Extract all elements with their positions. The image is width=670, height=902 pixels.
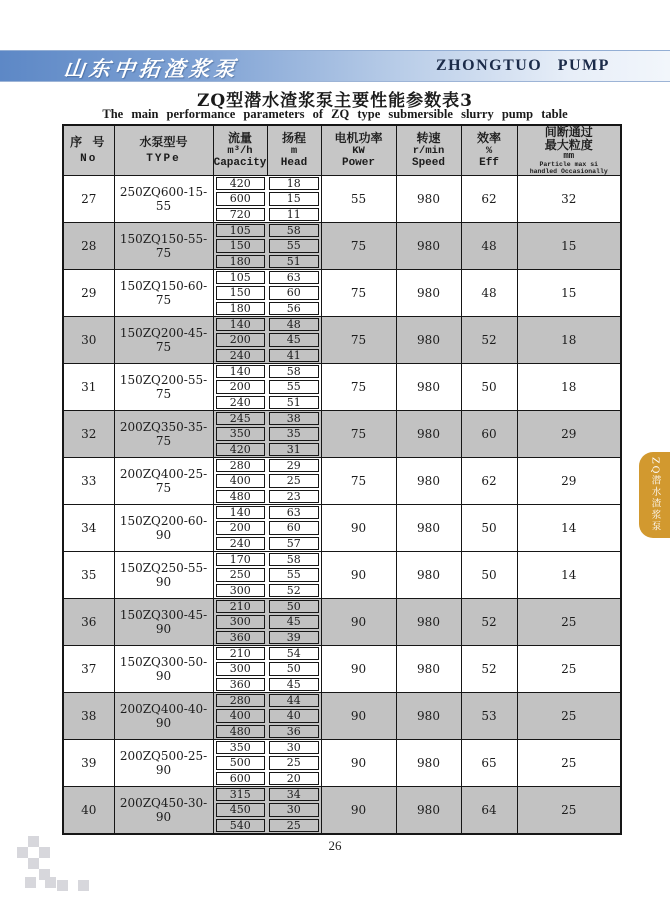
particle-size-cell: 15 xyxy=(517,270,621,317)
head-value: 29 xyxy=(269,459,319,472)
capacity-value: 280 xyxy=(216,459,266,472)
capacity-head-cell xyxy=(213,599,321,646)
capacity-value: 315 xyxy=(216,788,266,801)
efficiency-cell: 50 xyxy=(461,364,517,411)
head-value: 15 xyxy=(269,192,319,205)
company-logo-text: 山东中拓渣浆泵 xyxy=(62,56,241,81)
capacity-value: 420 xyxy=(216,177,266,190)
capacity-head-cell xyxy=(213,317,321,364)
particle-size-cell: 14 xyxy=(517,505,621,552)
capacity-head-cell xyxy=(213,223,321,270)
checker-decoration xyxy=(45,877,56,888)
speed-cell: 980 xyxy=(396,646,461,693)
capacity-value: 400 xyxy=(216,474,266,487)
head-value: 48 xyxy=(269,318,319,331)
capacity-value: 140 xyxy=(216,318,266,331)
power-cell: 75 xyxy=(321,411,396,458)
capacity-value: 170 xyxy=(216,553,266,566)
row-number-cell: 27 xyxy=(63,176,114,223)
speed-cell: 980 xyxy=(396,364,461,411)
page-subtitle: The main performance parameters of ZQ type submersible slurry pump table xyxy=(102,107,568,121)
efficiency-cell: 50 xyxy=(461,552,517,599)
capacity-head-cell xyxy=(213,411,321,458)
efficiency-cell: 52 xyxy=(461,599,517,646)
capacity-head-cell xyxy=(213,176,321,223)
head-value: 58 xyxy=(269,553,319,566)
column-header-speed: 转速 r/min Speed xyxy=(396,125,461,176)
capacity-value: 240 xyxy=(216,396,266,409)
speed-cell: 980 xyxy=(396,317,461,364)
capacity-value: 200 xyxy=(216,333,266,346)
table-row xyxy=(63,223,621,270)
capacity-head-grid xyxy=(214,176,321,222)
row-number-cell: 30 xyxy=(63,317,114,364)
capacity-value: 210 xyxy=(216,600,266,613)
column-header-capacity: 流量 m³/h Capacity xyxy=(213,125,267,176)
capacity-value: 480 xyxy=(216,490,266,503)
efficiency-cell: 65 xyxy=(461,740,517,787)
head-value: 31 xyxy=(269,443,319,456)
column-header-head: 扬程 m Head xyxy=(267,125,321,176)
checker-decoration xyxy=(17,847,28,858)
efficiency-cell: 53 xyxy=(461,693,517,740)
capacity-value: 280 xyxy=(216,694,266,707)
capacity-head-cell xyxy=(213,740,321,787)
pump-type-cell: 150ZQ250-55-90 xyxy=(114,552,213,599)
capacity-value: 210 xyxy=(216,647,266,660)
pump-type-cell: 150ZQ300-50-90 xyxy=(114,646,213,693)
row-number-cell: 29 xyxy=(63,270,114,317)
efficiency-cell: 52 xyxy=(461,317,517,364)
row-number-cell: 37 xyxy=(63,646,114,693)
efficiency-cell: 62 xyxy=(461,458,517,505)
capacity-value: 350 xyxy=(216,741,266,754)
head-value: 45 xyxy=(269,678,319,691)
capacity-value: 600 xyxy=(216,772,266,785)
head-value: 52 xyxy=(269,584,319,597)
capacity-value: 360 xyxy=(216,631,266,644)
particle-size-cell: 25 xyxy=(517,646,621,693)
capacity-value: 300 xyxy=(216,615,266,628)
speed-cell: 980 xyxy=(396,740,461,787)
efficiency-cell: 60 xyxy=(461,411,517,458)
section-side-tab xyxy=(639,452,670,538)
capacity-head-cell xyxy=(213,505,321,552)
head-value: 51 xyxy=(269,396,319,409)
capacity-value: 420 xyxy=(216,443,266,456)
capacity-value: 300 xyxy=(216,662,266,675)
particle-size-cell: 18 xyxy=(517,364,621,411)
speed-cell: 980 xyxy=(396,270,461,317)
capacity-head-cell xyxy=(213,787,321,835)
capacity-head-grid xyxy=(214,646,321,692)
capacity-value: 480 xyxy=(216,725,266,738)
head-value: 54 xyxy=(269,647,319,660)
capacity-head-cell xyxy=(213,646,321,693)
efficiency-cell: 50 xyxy=(461,505,517,552)
capacity-value: 150 xyxy=(216,239,266,252)
capacity-head-grid xyxy=(214,693,321,739)
efficiency-cell: 52 xyxy=(461,646,517,693)
power-cell: 75 xyxy=(321,223,396,270)
pump-type-cell: 150ZQ300-45-90 xyxy=(114,599,213,646)
power-cell: 55 xyxy=(321,176,396,223)
capacity-head-grid xyxy=(214,364,321,410)
head-value: 51 xyxy=(269,255,319,268)
particle-size-cell: 18 xyxy=(517,317,621,364)
head-value: 57 xyxy=(269,537,319,550)
capacity-value: 150 xyxy=(216,286,266,299)
head-value: 55 xyxy=(269,239,319,252)
table-row xyxy=(63,787,621,835)
capacity-value: 400 xyxy=(216,709,266,722)
head-value: 50 xyxy=(269,662,319,675)
head-value: 56 xyxy=(269,302,319,315)
capacity-value: 200 xyxy=(216,521,266,534)
speed-cell: 980 xyxy=(396,693,461,740)
head-value: 20 xyxy=(269,772,319,785)
capacity-value: 250 xyxy=(216,568,266,581)
checker-decoration xyxy=(39,847,50,858)
capacity-value: 140 xyxy=(216,506,266,519)
particle-size-cell: 14 xyxy=(517,552,621,599)
row-number-cell: 40 xyxy=(63,787,114,835)
pump-type-cell: 200ZQ500-25-90 xyxy=(114,740,213,787)
head-value: 58 xyxy=(269,365,319,378)
head-value: 25 xyxy=(269,819,319,832)
head-value: 41 xyxy=(269,349,319,362)
head-value: 30 xyxy=(269,803,319,816)
head-value: 25 xyxy=(269,756,319,769)
power-cell: 75 xyxy=(321,364,396,411)
particle-size-cell: 25 xyxy=(517,693,621,740)
pump-table-body xyxy=(63,176,621,835)
head-value: 45 xyxy=(269,333,319,346)
table-row xyxy=(63,411,621,458)
head-value: 35 xyxy=(269,427,319,440)
power-cell: 75 xyxy=(321,458,396,505)
head-value: 30 xyxy=(269,741,319,754)
table-row xyxy=(63,458,621,505)
capacity-head-grid xyxy=(214,787,321,833)
pump-type-cell: 200ZQ450-30-90 xyxy=(114,787,213,835)
pump-type-cell: 150ZQ150-60-75 xyxy=(114,270,213,317)
power-cell: 90 xyxy=(321,599,396,646)
capacity-value: 300 xyxy=(216,584,266,597)
table-row xyxy=(63,364,621,411)
row-number-cell: 38 xyxy=(63,693,114,740)
table-row xyxy=(63,552,621,599)
table-row xyxy=(63,693,621,740)
capacity-value: 245 xyxy=(216,412,266,425)
speed-cell: 980 xyxy=(396,552,461,599)
row-number-cell: 32 xyxy=(63,411,114,458)
column-header-eff: 效率 % Eff xyxy=(461,125,517,176)
capacity-value: 600 xyxy=(216,192,266,205)
capacity-value: 450 xyxy=(216,803,266,816)
efficiency-cell: 48 xyxy=(461,270,517,317)
brand-bar xyxy=(0,50,670,82)
capacity-value: 240 xyxy=(216,349,266,362)
column-header-particle: 间断通过 最大粒度 mm Particle max si handled Occasionally xyxy=(517,125,621,176)
capacity-head-grid xyxy=(214,223,321,269)
row-number-cell: 35 xyxy=(63,552,114,599)
head-value: 11 xyxy=(269,208,319,221)
efficiency-cell: 62 xyxy=(461,176,517,223)
pump-type-cell: 150ZQ200-60-90 xyxy=(114,505,213,552)
head-value: 40 xyxy=(269,709,319,722)
table-row xyxy=(63,505,621,552)
brand-name-text: ZHONGTUO PUMP xyxy=(436,57,610,74)
capacity-value: 360 xyxy=(216,678,266,691)
row-number-cell: 33 xyxy=(63,458,114,505)
speed-cell: 980 xyxy=(396,411,461,458)
pump-type-cell: 200ZQ400-40-90 xyxy=(114,693,213,740)
power-cell: 90 xyxy=(321,693,396,740)
section-side-tab-label: ZQ潜水渣浆泵 xyxy=(649,457,661,533)
speed-cell: 980 xyxy=(396,223,461,270)
efficiency-cell: 48 xyxy=(461,223,517,270)
power-cell: 90 xyxy=(321,787,396,835)
capacity-head-grid xyxy=(214,270,321,316)
row-number-cell: 34 xyxy=(63,505,114,552)
checker-decoration xyxy=(25,877,36,888)
capacity-head-grid xyxy=(214,458,321,504)
checker-decoration xyxy=(57,880,68,891)
head-value: 55 xyxy=(269,380,319,393)
head-value: 44 xyxy=(269,694,319,707)
speed-cell: 980 xyxy=(396,458,461,505)
row-number-cell: 36 xyxy=(63,599,114,646)
checker-decoration xyxy=(28,836,39,847)
speed-cell: 980 xyxy=(396,176,461,223)
power-cell: 90 xyxy=(321,552,396,599)
head-value: 38 xyxy=(269,412,319,425)
capacity-value: 720 xyxy=(216,208,266,221)
capacity-head-cell xyxy=(213,364,321,411)
column-header-no: 序 号 No xyxy=(63,125,114,176)
particle-size-cell: 25 xyxy=(517,740,621,787)
table-row xyxy=(63,599,621,646)
head-value: 55 xyxy=(269,568,319,581)
capacity-value: 105 xyxy=(216,224,266,237)
capacity-value: 350 xyxy=(216,427,266,440)
pump-type-cell: 250ZQ600-15-55 xyxy=(114,176,213,223)
page-number: 26 xyxy=(328,838,342,853)
table-header-row xyxy=(63,125,621,176)
power-cell: 90 xyxy=(321,646,396,693)
capacity-value: 180 xyxy=(216,255,266,268)
capacity-head-grid xyxy=(214,317,321,363)
column-header-type: 水泵型号 TYPe xyxy=(114,125,213,176)
head-value: 36 xyxy=(269,725,319,738)
speed-cell: 980 xyxy=(396,599,461,646)
head-value: 34 xyxy=(269,788,319,801)
capacity-value: 180 xyxy=(216,302,266,315)
page-title: ZQ型潜水渣浆泵主要性能参数表3 xyxy=(196,91,474,111)
table-row xyxy=(63,317,621,364)
particle-size-cell: 29 xyxy=(517,411,621,458)
particle-size-cell: 25 xyxy=(517,787,621,835)
head-value: 60 xyxy=(269,286,319,299)
head-value: 50 xyxy=(269,600,319,613)
checker-decoration xyxy=(78,880,89,891)
speed-cell: 980 xyxy=(396,787,461,835)
pump-type-cell: 200ZQ400-25-75 xyxy=(114,458,213,505)
head-value: 58 xyxy=(269,224,319,237)
efficiency-cell: 64 xyxy=(461,787,517,835)
capacity-value: 105 xyxy=(216,271,266,284)
head-value: 45 xyxy=(269,615,319,628)
capacity-head-cell xyxy=(213,552,321,599)
table-row xyxy=(63,270,621,317)
head-value: 60 xyxy=(269,521,319,534)
table-row xyxy=(63,176,621,223)
speed-cell: 980 xyxy=(396,505,461,552)
row-number-cell: 28 xyxy=(63,223,114,270)
capacity-head-grid xyxy=(214,740,321,786)
head-value: 23 xyxy=(269,490,319,503)
table-row xyxy=(63,740,621,787)
row-number-cell: 31 xyxy=(63,364,114,411)
row-number-cell: 39 xyxy=(63,740,114,787)
capacity-head-cell xyxy=(213,270,321,317)
head-value: 63 xyxy=(269,271,319,284)
pump-type-cell: 150ZQ150-55-75 xyxy=(114,223,213,270)
capacity-head-cell xyxy=(213,693,321,740)
head-value: 18 xyxy=(269,177,319,190)
head-value: 25 xyxy=(269,474,319,487)
capacity-value: 500 xyxy=(216,756,266,769)
pump-performance-table xyxy=(62,124,622,835)
capacity-value: 540 xyxy=(216,819,266,832)
capacity-head-grid xyxy=(214,411,321,457)
particle-size-cell: 15 xyxy=(517,223,621,270)
power-cell: 90 xyxy=(321,740,396,787)
particle-size-cell: 25 xyxy=(517,599,621,646)
power-cell: 75 xyxy=(321,317,396,364)
power-cell: 90 xyxy=(321,505,396,552)
capacity-value: 200 xyxy=(216,380,266,393)
table-row xyxy=(63,646,621,693)
capacity-value: 140 xyxy=(216,365,266,378)
pump-type-cell: 200ZQ350-35-75 xyxy=(114,411,213,458)
capacity-head-grid xyxy=(214,505,321,551)
pump-type-cell: 150ZQ200-55-75 xyxy=(114,364,213,411)
head-value: 39 xyxy=(269,631,319,644)
capacity-head-grid xyxy=(214,599,321,645)
head-value: 63 xyxy=(269,506,319,519)
capacity-value: 240 xyxy=(216,537,266,550)
capacity-head-grid xyxy=(214,552,321,598)
particle-size-cell: 29 xyxy=(517,458,621,505)
power-cell: 75 xyxy=(321,270,396,317)
pump-type-cell: 150ZQ200-45-75 xyxy=(114,317,213,364)
particle-size-cell: 32 xyxy=(517,176,621,223)
checker-decoration xyxy=(28,858,39,869)
capacity-head-cell xyxy=(213,458,321,505)
column-header-power: 电机功率 KW Power xyxy=(321,125,396,176)
